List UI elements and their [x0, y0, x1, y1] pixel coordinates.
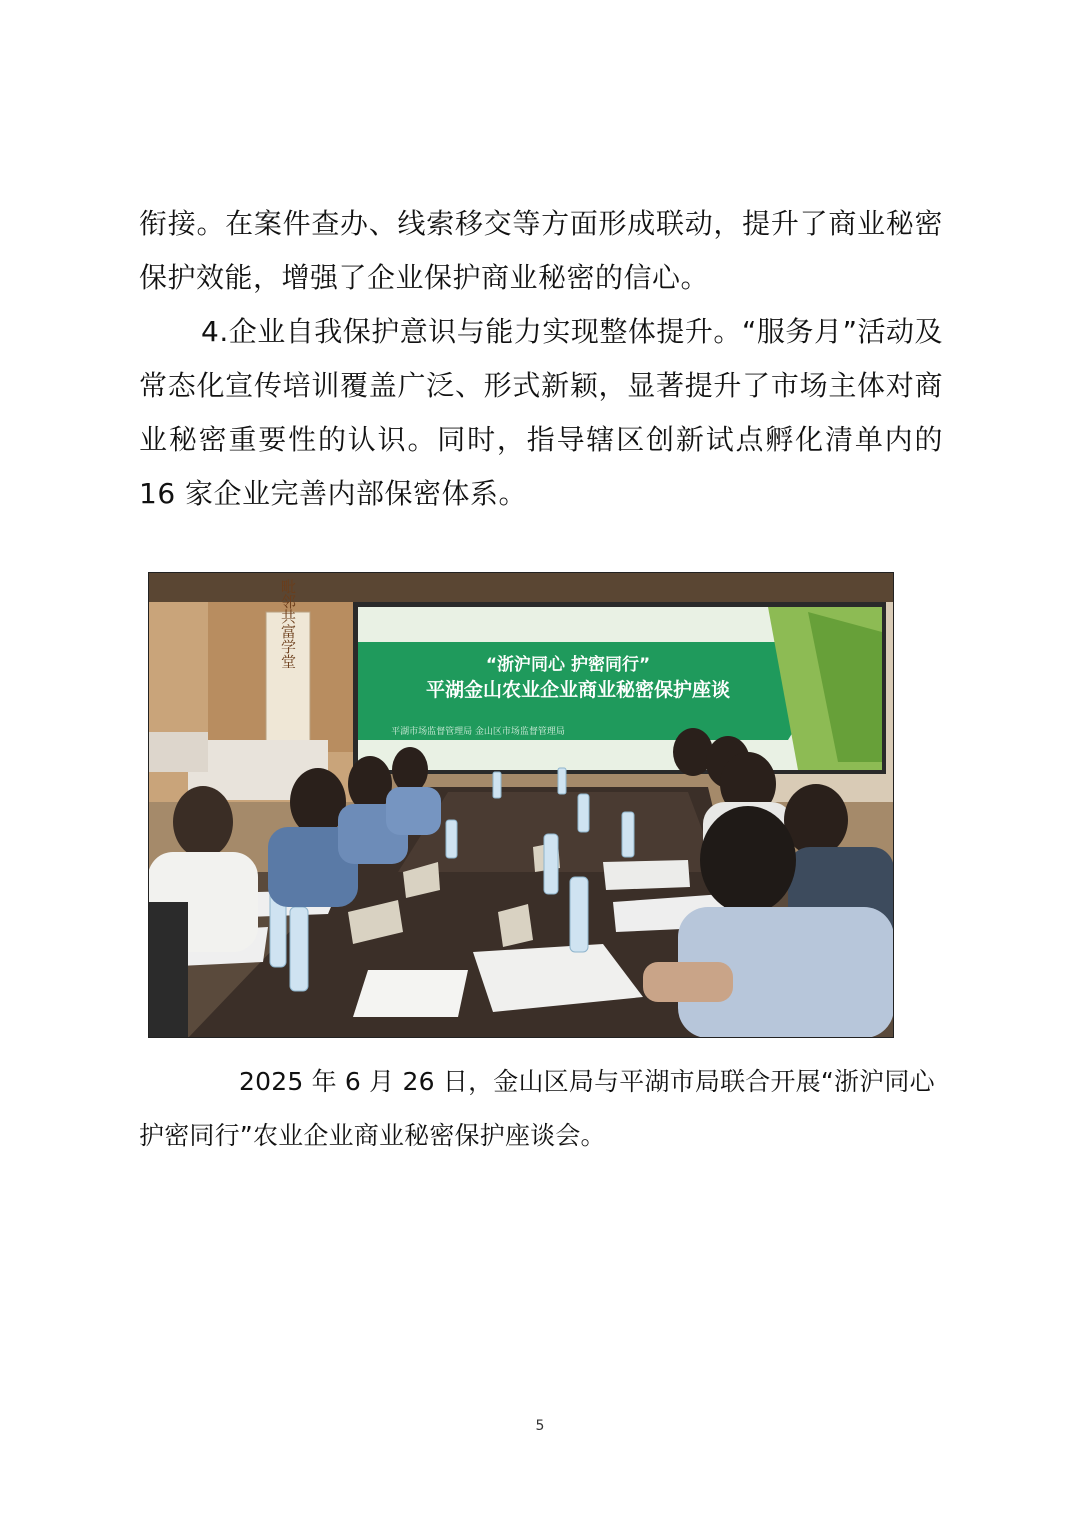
water-bottle: [578, 794, 589, 832]
document-sheet: [353, 970, 468, 1017]
body-paragraphs: [139, 197, 943, 521]
water-bottle: [558, 768, 566, 794]
wall-sign-text: 毗邻共富学堂: [279, 579, 297, 669]
paragraph-1: 衔接。在案件查办、线索移交等方面形成联动，提升了商业秘密保护效能，增强了企业保护商业秘密的信心。: [139, 207, 943, 294]
screen-title-line1: “浙沪同心 护密同行”: [485, 655, 651, 675]
paragraph-2: 4.企业自我保护意识与能力实现整体提升。“服务月”活动及常态化宣传培训覆盖广泛、形式新颖，显著提升了市场主体对商业秘密重要性的认识。同时，指导辖区创新试点孵化清单内的16 家企业完善内部保密体系。: [139, 315, 943, 510]
water-bottle: [622, 812, 634, 857]
screen-organizers: 平湖市场监督管理局 金山区市场监督管理局: [391, 727, 565, 737]
meeting-photo: [148, 572, 894, 1038]
water-bottle: [446, 820, 457, 858]
screen-title-line2: 平湖金山农业企业商业秘密保护座谈: [425, 679, 731, 701]
photo-caption: 2025 年 6 月 26 日，金山区局与平湖市局联合开展“浙沪同心 护密同行”农业企业商业秘密保护座谈会。: [139, 1067, 935, 1150]
water-bottle: [544, 834, 558, 894]
water-bottle: [290, 907, 308, 991]
water-bottle: [570, 877, 588, 952]
page-number: 5: [535, 1418, 545, 1434]
water-bottle: [493, 772, 501, 798]
document-sheet: [603, 860, 690, 890]
